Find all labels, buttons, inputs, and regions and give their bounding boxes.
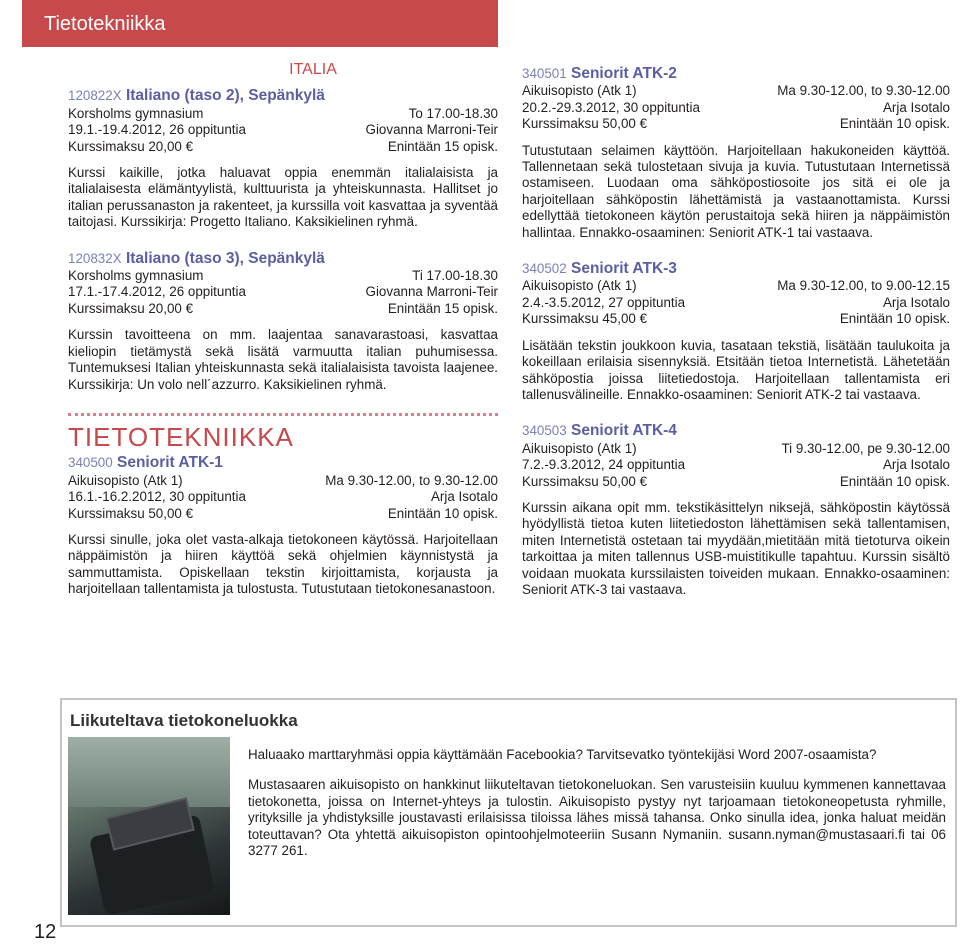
course-info-right: Arja Isotalo bbox=[883, 294, 950, 310]
course-title bbox=[68, 88, 498, 104]
course-info-left: Kurssimaksu 20,00 € bbox=[68, 300, 194, 316]
course-info-left: 20.2.-29.3.2012, 30 oppituntia bbox=[522, 99, 700, 115]
right-column bbox=[522, 66, 950, 618]
course-info-right: Enintään 10 opisk. bbox=[839, 473, 950, 489]
course-info-left: 19.1.-19.4.2012, 26 oppituntia bbox=[68, 122, 246, 138]
course-block bbox=[68, 251, 498, 393]
course-info-left: Kurssimaksu 45,00 € bbox=[522, 311, 648, 327]
course-info-row bbox=[522, 100, 950, 116]
course-info-row bbox=[522, 278, 950, 294]
course-info-row bbox=[522, 441, 950, 457]
course-code: 340502 bbox=[522, 261, 567, 277]
course-code: 340500 bbox=[68, 455, 113, 471]
course-info-row bbox=[68, 139, 498, 155]
course-info-row bbox=[522, 311, 950, 327]
dotted-divider bbox=[68, 413, 498, 416]
course-code: 120822X bbox=[68, 88, 122, 104]
course-info-left: Aikuisopisto (Atk 1) bbox=[522, 278, 637, 294]
course-info-right: Enintään 10 opisk. bbox=[839, 116, 950, 132]
course-info-left: 17.1.-17.4.2012, 26 oppituntia bbox=[68, 284, 246, 300]
course-description: Kurssin tavoitteena on mm. laajentaa sanavarastoasi, kasvattaa kieliopin tietämystä sekä lisätä varmuutta italian puhumisessa. Tuntemuksesi Italian yhteiskunnasta sekä italialaisista tavoista laajenee. Kurssikirja: Un volo nell´azzurro. Kaksikielinen ryhmä. bbox=[68, 327, 498, 392]
course-info-right: To 17.00-18.30 bbox=[408, 105, 498, 121]
banner-title: Tietotekniikka bbox=[44, 13, 166, 35]
course-name: Italiano (taso 2), Sepänkylä bbox=[125, 87, 325, 105]
course-title bbox=[522, 66, 950, 82]
course-info-right: Giovanna Marroni-Teir bbox=[365, 284, 498, 300]
course-info-right: Enintään 10 opisk. bbox=[839, 311, 950, 327]
mobile-paragraph: Haluaako marttaryhmäsi oppia käyttämään Facebookia? Tarvitsevatko työntekijäsi Word 2007-osaamista? bbox=[248, 747, 877, 762]
course-code: 120832X bbox=[68, 250, 122, 266]
course-name: Seniorit ATK-1 bbox=[117, 454, 223, 472]
course-info-left: Aikuisopisto (Atk 1) bbox=[522, 83, 637, 99]
course-title bbox=[522, 261, 950, 277]
section-banner bbox=[22, 0, 498, 47]
course-info-row bbox=[522, 295, 950, 311]
course-title bbox=[68, 251, 498, 267]
course-title bbox=[68, 455, 498, 471]
course-info-right: Ti 17.00-18.30 bbox=[412, 268, 498, 284]
course-info-left: Kurssimaksu 20,00 € bbox=[68, 138, 194, 154]
course-info-left: Korsholms gymnasium bbox=[68, 105, 204, 121]
mobile-paragraph: Mustasaaren aikuisopisto on hankkinut liikuteltavan tietokoneluokan. Sen varusteisiin kuuluu kymmenen kannettavaa tietokonetta, joissa on Internet-yhteys ja tulostin. Aikuisopisto pystyy nyt tarjoamaan tietokoneopetusta ryhmille, yrityksille ja yhdistyksille joustavasti erilaisissa tiloissa lähes missä tahansa. Onko sinulla idea, jonka haluat meidän toteuttavan? Ota yhtettä aikuisopiston opintoohjelmoteeriin Susann Nymaniin. susann.nyman@mustasaari.fi tai 06 3277 261. bbox=[248, 777, 946, 859]
course-info-left: Aikuisopisto (Atk 1) bbox=[68, 472, 183, 488]
course-description: Kurssin aikana opit mm. tekstikäsittelyn niksejä, sähköpostin käytössä hyödyllistä tietoa kuten liitetiedoston lähettämisen sekä tallentamisen, miten Internetistä ostetaan tai myydään,mietitään mitä tietoturva oikein tarkoittaa ja miten tallennus USB-muistitikulle tapahtuu. Kurssin sisältö voidaan muokata kurssilaisten toiveiden mukaan. Ennakko-osaaminen: Seniorit ATK-3 tai vastaava. bbox=[522, 499, 950, 597]
car-interior-shape bbox=[68, 737, 230, 807]
course-info-right: Enintään 15 opisk. bbox=[387, 138, 498, 154]
course-info-right: Ti 9.30-12.00, pe 9.30-12.00 bbox=[781, 440, 950, 456]
course-info-left: Kurssimaksu 50,00 € bbox=[68, 505, 194, 521]
course-title bbox=[522, 423, 950, 439]
course-info-left: 16.1.-16.2.2012, 30 oppituntia bbox=[68, 489, 246, 505]
course-name: Seniorit ATK-3 bbox=[571, 260, 677, 278]
course-info-row bbox=[68, 106, 498, 122]
course-name: Seniorit ATK-4 bbox=[571, 422, 677, 440]
course-info-row bbox=[522, 116, 950, 132]
tietotekniikka-heading: TIETOTEKNIIKKA bbox=[68, 421, 294, 452]
course-info-right: Enintään 15 opisk. bbox=[387, 300, 498, 316]
course-info-left: Aikuisopisto (Atk 1) bbox=[522, 440, 637, 456]
course-info-right: Giovanna Marroni-Teir bbox=[365, 122, 498, 138]
course-info-right: Ma 9.30-12.00, to 9.30-12.00 bbox=[777, 83, 950, 99]
course-info-row bbox=[68, 489, 498, 505]
course-info-left: 7.2.-9.3.2012, 24 oppituntia bbox=[522, 457, 686, 473]
course-block bbox=[68, 455, 498, 597]
course-description: Kurssi sinulle, joka olet vasta-alkaja tietokoneen käytössä. Harjoitellaan näppäimistön ja hiiren käyttöä sekä ohjelmien käynnistystä ja sammuttamista. Opiskellaan tekstin kirjoittamista, korjausta ja harjoitellaan tallentamista ja tulostusta. Tutustutaan tietokonesanastoon. bbox=[68, 531, 498, 597]
course-block bbox=[522, 423, 950, 598]
course-info-row bbox=[522, 474, 950, 490]
course-code: 340501 bbox=[522, 66, 567, 81]
course-code: 340503 bbox=[522, 423, 567, 439]
course-name: Italiano (taso 3), Sepänkylä bbox=[125, 249, 325, 267]
course-info-row bbox=[68, 506, 498, 522]
course-info-right: Ma 9.30-12.00, to 9.30-12.00 bbox=[325, 472, 498, 488]
course-info-left: 2.4.-3.5.2012, 27 oppituntia bbox=[522, 294, 686, 310]
course-info-row bbox=[522, 83, 950, 99]
course-info-left: Korsholms gymnasium bbox=[68, 268, 204, 284]
course-info-left: Kurssimaksu 50,00 € bbox=[522, 116, 648, 132]
course-info-left: Kurssimaksu 50,00 € bbox=[522, 473, 648, 489]
course-info-right: Arja Isotalo bbox=[883, 99, 950, 115]
course-description: Lisätään tekstin joukkoon kuvia, tasataan tekstiä, lisätään taulukoita ja kokeillaan erilaisia sisennyksiä. Etsitään tietoa Internetistä. Lähetetään sähköpostia joissa liitetiedostoja. Harjoitellaan tallentamista eri tallenusvälineille. Ennakko-osaaminen: Seniorit ATK-2 tai vastaava. bbox=[522, 337, 950, 402]
mobile-classroom-heading: Liikuteltava tietokoneluokka bbox=[70, 711, 298, 730]
course-info-right: Enintään 10 opisk. bbox=[387, 505, 498, 521]
course-description: Kurssi kaikille, jotka haluavat oppia enemmän italialaisista ja italialaisesta elämäntyylistä, kulttuurista ja yhteiskunnasta. Hallitset jo italian perussanaston ja rakenteet, ja kurssilla voit kasvattaa ja syventää taitojasi. Kurssikirja: Progetto Italiano. Kaksikielinen ryhmä. bbox=[68, 165, 498, 230]
mobile-classroom-box bbox=[60, 698, 957, 927]
course-info-row bbox=[68, 473, 498, 489]
italia-heading: ITALIA bbox=[289, 61, 337, 78]
course-name: Seniorit ATK-2 bbox=[571, 65, 677, 82]
course-info-row bbox=[68, 284, 498, 300]
course-info-row bbox=[68, 301, 498, 317]
laptop-bag-photo bbox=[68, 737, 230, 915]
course-info-right: Arja Isotalo bbox=[883, 457, 950, 473]
page-number: 12 bbox=[34, 921, 57, 943]
course-info-row bbox=[68, 268, 498, 284]
course-block bbox=[522, 66, 950, 241]
course-block bbox=[68, 88, 498, 230]
course-info-right: Arja Isotalo bbox=[431, 489, 498, 505]
course-block bbox=[522, 261, 950, 403]
course-info-right: Ma 9.30-12.00, to 9.00-12.15 bbox=[777, 278, 950, 294]
course-info-row bbox=[522, 457, 950, 473]
course-info-row bbox=[68, 122, 498, 138]
left-column bbox=[68, 62, 498, 618]
course-description: Tutustutaan selaimen käyttöön. Harjoitellaan hakukoneiden käyttöä. Tallennetaan sekä tulostetaan sivuja ja kuvia. Tutustutaan Internetissä ostamiseen. Luodaan oma sähköpostiosoite jos sitä ei ole ja harjoitellaan sähköpostin lähettämistä ja vastaanottamista. Kurssi edellyttää tietokoneen käytön perustaitoja sekä hiiren ja näppäimistön hallintaa. Ennakko-osaaminen: Seniorit ATK-1 tai vastaava. bbox=[522, 142, 950, 240]
mobile-classroom-text bbox=[248, 747, 946, 873]
